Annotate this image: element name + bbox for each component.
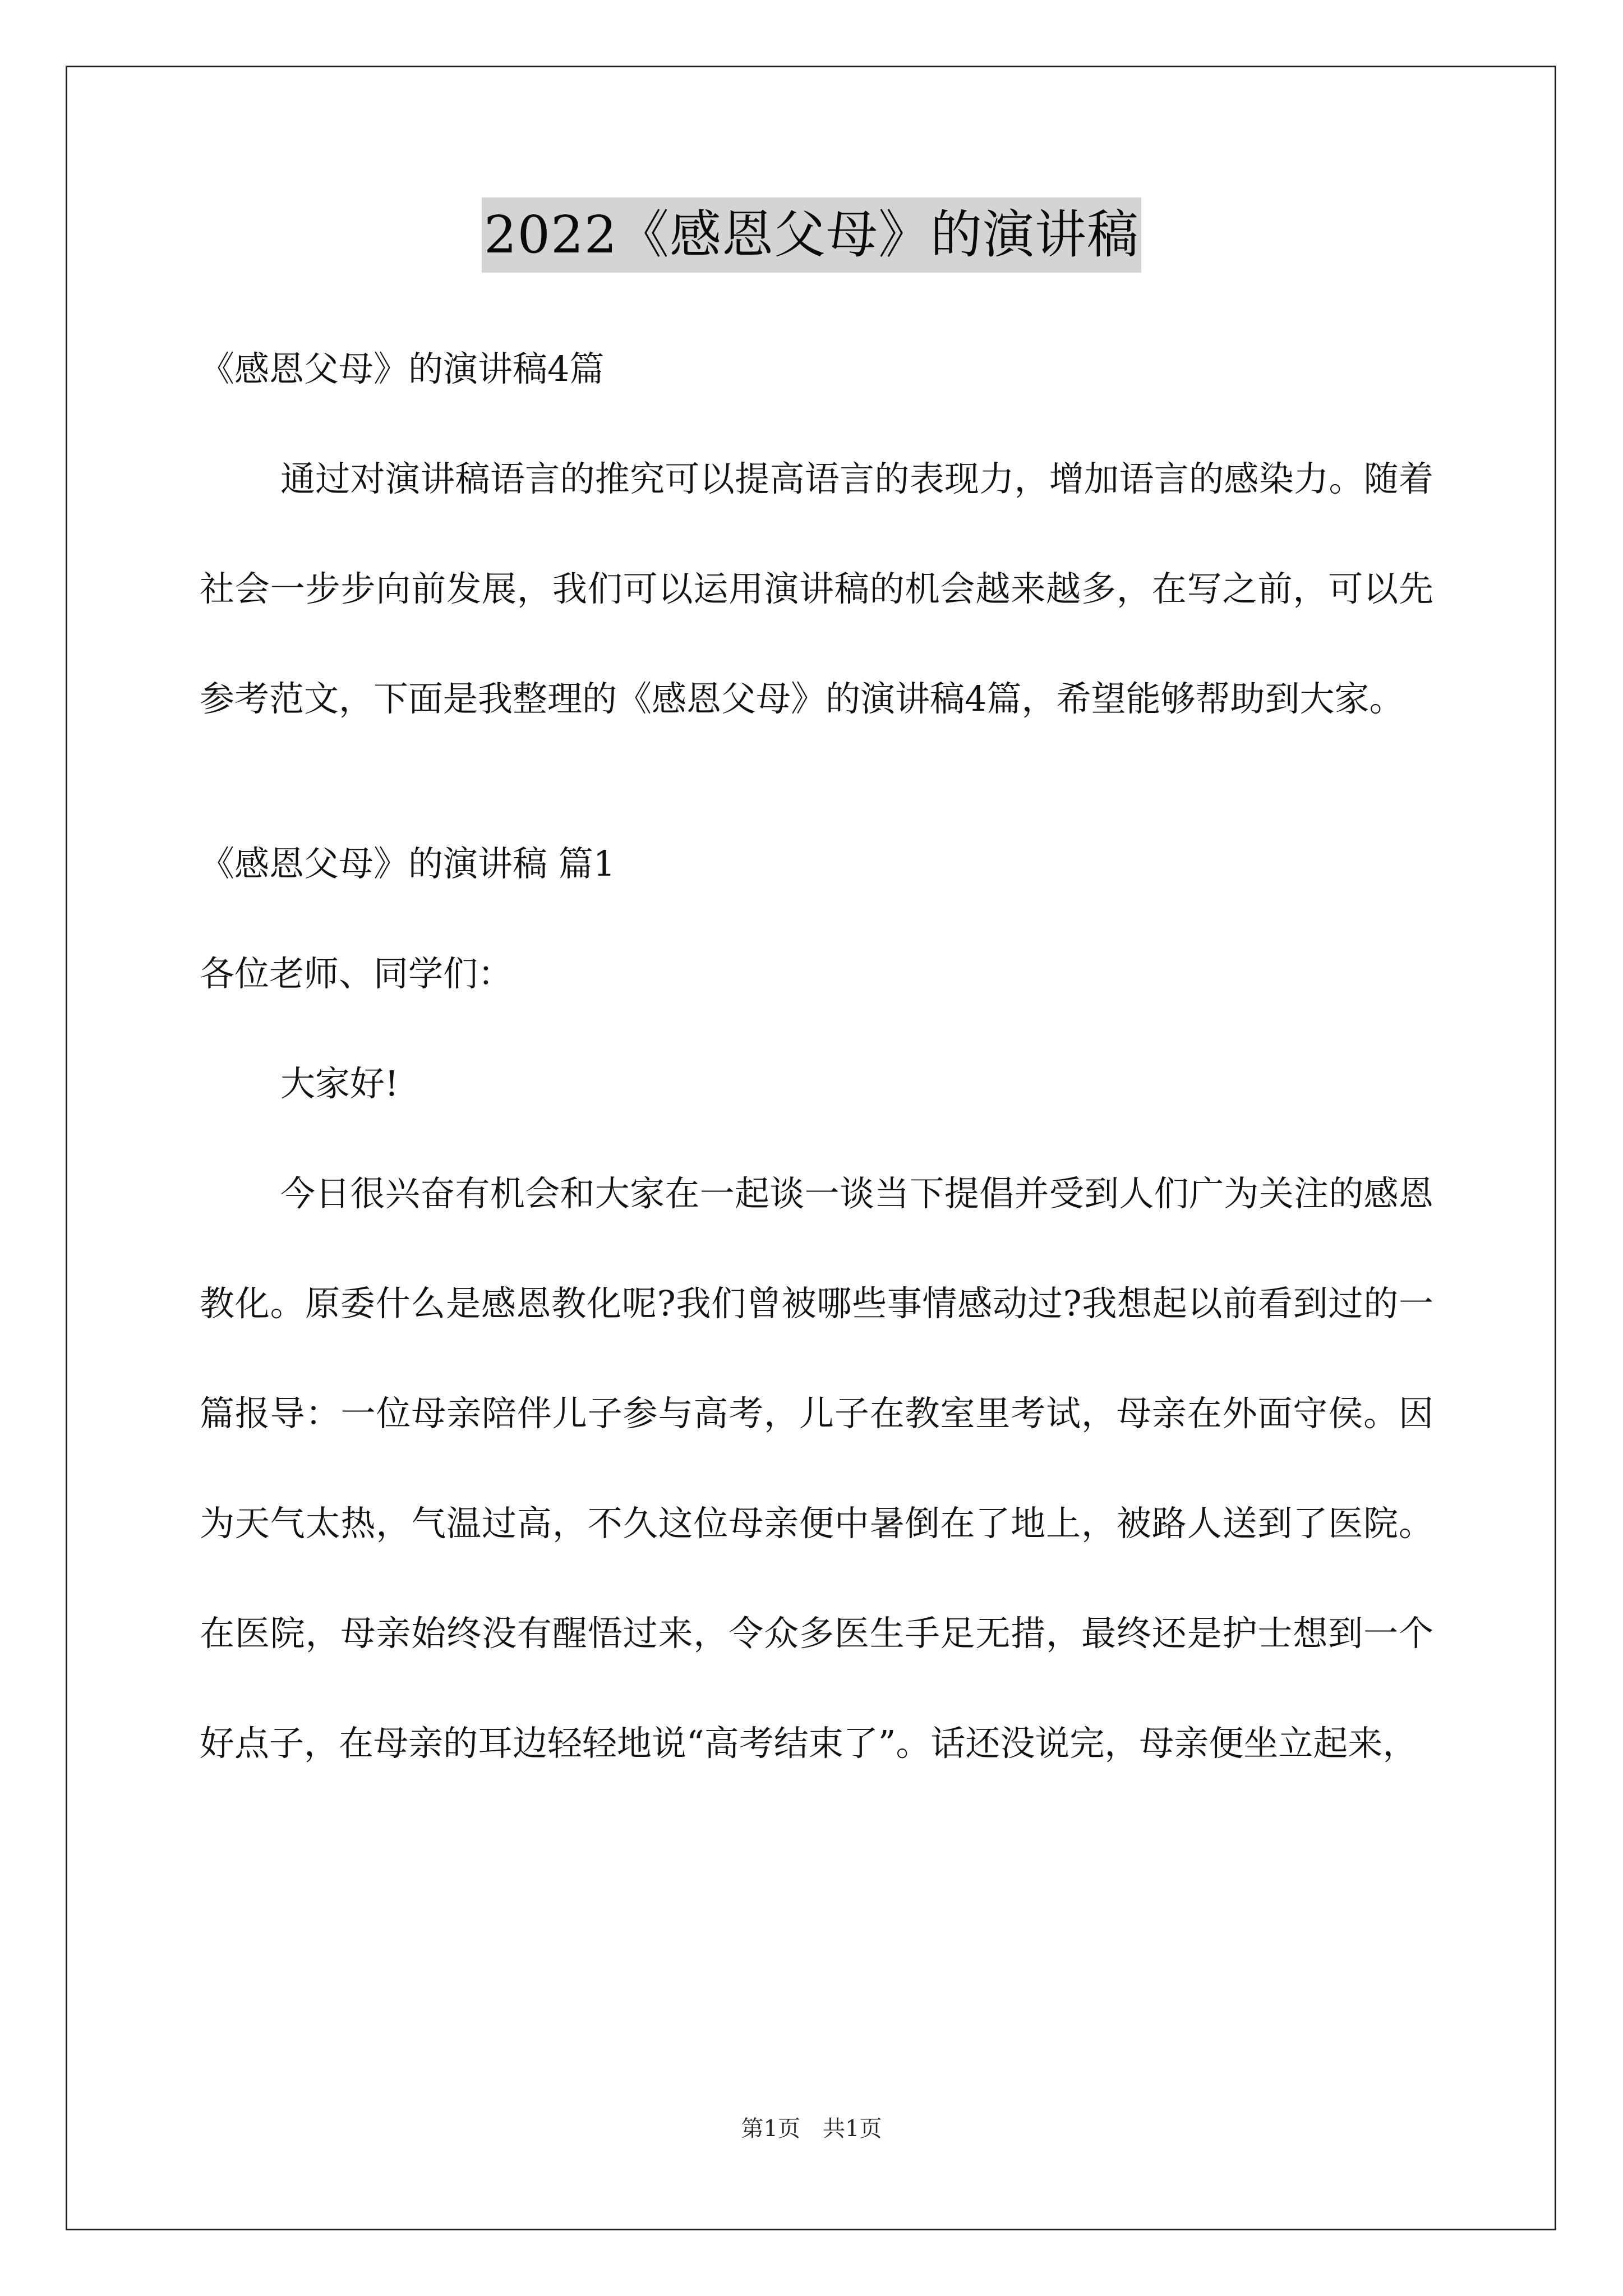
page-number-current: 第1页 xyxy=(741,2116,800,2142)
salutation: 各位老师、同学们： xyxy=(200,953,513,994)
paragraph-spacer xyxy=(200,754,1433,809)
section-heading: 《感恩父母》的演讲稿 篇1 xyxy=(200,843,616,884)
document-title: 2022《感恩父母》的演讲稿 xyxy=(482,197,1141,273)
page-footer xyxy=(0,2112,1623,2146)
title-container xyxy=(0,197,1623,273)
body-paragraph: 今日很兴奋有机会和大家在一起谈一谈当下提倡并受到人们广为关注的感恩教化。原委什么是感恩教化呢?我们曾被哪些事情感动过?我想起以前看到过的一篇报导：一位母亲陪伴儿子参与高考，儿子在教室里考试，母亲在外面守侯。因为天气太热，气温过高，不久这位母亲便中暑倒在了地上，被路人送到了医院。在医院，母亲始终没有醒悟过来，令众多医生手足无措，最终还是护士想到一个好点子，在母亲的耳边轻轻地说“高考结束了”。话还没说完，母亲便坐立起来， xyxy=(200,1173,1433,1764)
greeting: 大家好! xyxy=(280,1063,399,1104)
intro-paragraph: 通过对演讲稿语言的推究可以提高语言的表现力，增加语言的感染力。随着社会一步步向前发展，我们可以运用演讲稿的机会越来越多，在写之前，可以先参考范文，下面是我整理的《感恩父母》的演讲稿4篇，希望能够帮助到大家。 xyxy=(200,458,1433,719)
document-body xyxy=(200,314,1433,1798)
document-subtitle: 《感恩父母》的演讲稿4篇 xyxy=(200,348,605,389)
page-number-total: 共1页 xyxy=(823,2116,882,2142)
